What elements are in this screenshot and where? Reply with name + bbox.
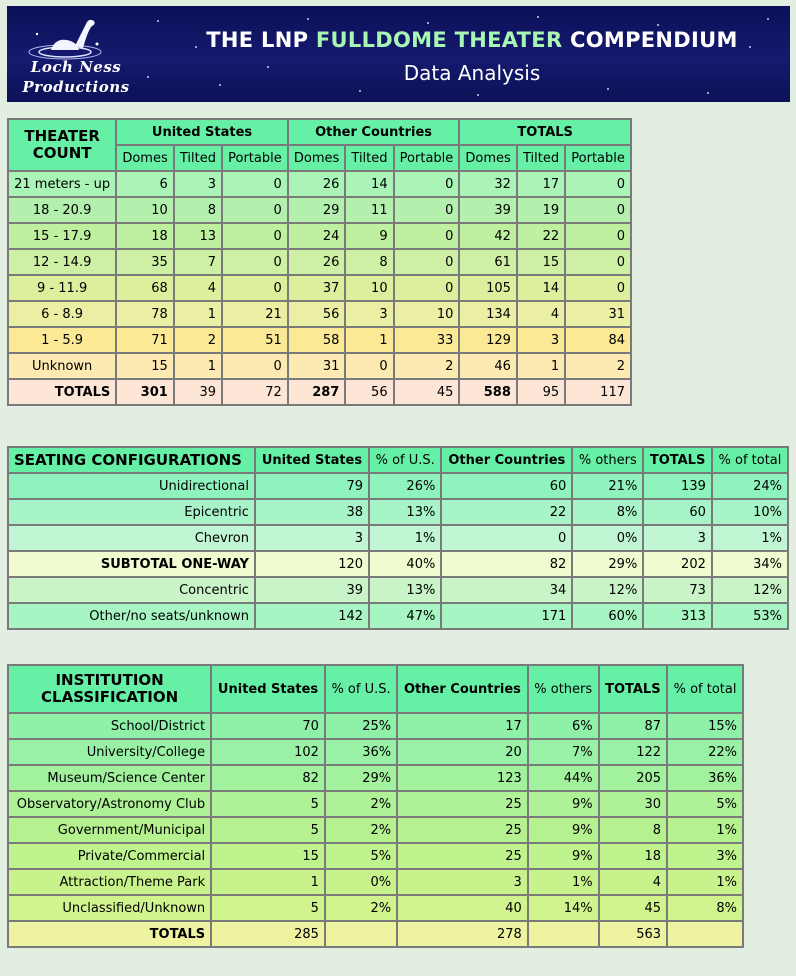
cell-value: 79 bbox=[256, 474, 368, 498]
cell-value: 285 bbox=[212, 922, 324, 946]
table-row bbox=[9, 604, 787, 628]
star-dot bbox=[607, 88, 609, 90]
cell-value: 0 bbox=[223, 276, 287, 300]
cell-value: 25 bbox=[398, 792, 527, 816]
cell-value: 287 bbox=[289, 380, 345, 404]
row-label: Unknown bbox=[9, 354, 115, 378]
cell-value: 0 bbox=[566, 250, 630, 274]
cell-value: 22 bbox=[518, 224, 564, 248]
cell-value: 15% bbox=[668, 714, 742, 738]
cell-value: 0 bbox=[395, 198, 459, 222]
cell-value: 26 bbox=[289, 172, 345, 196]
row-label: Unclassified/Unknown bbox=[9, 896, 210, 920]
cell-value: 8 bbox=[600, 818, 666, 842]
cell-value: 45 bbox=[395, 380, 459, 404]
cell-value: 0 bbox=[395, 224, 459, 248]
cell-value: 171 bbox=[442, 604, 571, 628]
cell-value: 1 bbox=[518, 354, 564, 378]
row-label: 21 meters - up bbox=[9, 172, 115, 196]
subcol-header: Tilted bbox=[518, 146, 564, 170]
cell-value: 10% bbox=[713, 500, 787, 524]
cell-value: 14 bbox=[518, 276, 564, 300]
cell-value: 17 bbox=[518, 172, 564, 196]
cell-value: 3 bbox=[398, 870, 527, 894]
table-row bbox=[9, 172, 630, 196]
table-row bbox=[9, 578, 787, 602]
row-label: Chevron bbox=[9, 526, 254, 550]
star-dot bbox=[157, 20, 159, 22]
cell-value: 30 bbox=[600, 792, 666, 816]
cell-value: 9% bbox=[529, 792, 598, 816]
cell-value: 53% bbox=[713, 604, 787, 628]
cell-value: 1 bbox=[212, 870, 324, 894]
cell-value: 4 bbox=[600, 870, 666, 894]
subcol-header: Portable bbox=[395, 146, 459, 170]
row-label: Concentric bbox=[9, 578, 254, 602]
cell-value: 2% bbox=[326, 792, 396, 816]
nessie-icon bbox=[17, 16, 135, 60]
theater-count-title: THEATER COUNT bbox=[9, 120, 115, 170]
cell-value: 0 bbox=[395, 172, 459, 196]
cell-value: 0 bbox=[566, 198, 630, 222]
cell-value: 18 bbox=[117, 224, 173, 248]
cell-value: 35 bbox=[117, 250, 173, 274]
title-part2: COMPENDIUM bbox=[562, 28, 738, 52]
cell-value: 82 bbox=[212, 766, 324, 790]
cell-value: 7 bbox=[175, 250, 221, 274]
row-label: 15 - 17.9 bbox=[9, 224, 115, 248]
cell-value: 1% bbox=[370, 526, 440, 550]
table-row bbox=[9, 870, 742, 894]
cell-value: 46 bbox=[460, 354, 516, 378]
row-label: 6 - 8.9 bbox=[9, 302, 115, 326]
table-row bbox=[9, 474, 787, 498]
cell-value: 38 bbox=[256, 500, 368, 524]
cell-value: 2 bbox=[566, 354, 630, 378]
cell-value: 0 bbox=[223, 354, 287, 378]
cell-value: 1% bbox=[668, 870, 742, 894]
row-label: 18 - 20.9 bbox=[9, 198, 115, 222]
cell-value: 15 bbox=[518, 250, 564, 274]
column-header: % of U.S. bbox=[370, 448, 440, 472]
table-row bbox=[9, 552, 787, 576]
seating-title: SEATING CONFIGURATIONS bbox=[9, 448, 254, 472]
cell-value: 44% bbox=[529, 766, 598, 790]
column-header: Other Countries bbox=[442, 448, 571, 472]
cell-value: 34% bbox=[713, 552, 787, 576]
column-header: % others bbox=[573, 448, 642, 472]
cell-value: 4 bbox=[175, 276, 221, 300]
institution-classification-table bbox=[7, 664, 744, 948]
cell-value: 9% bbox=[529, 818, 598, 842]
cell-value: 1% bbox=[529, 870, 598, 894]
cell-value: 0 bbox=[566, 276, 630, 300]
cell-value: 0 bbox=[223, 198, 287, 222]
cell-value: 36% bbox=[326, 740, 396, 764]
star-dot bbox=[147, 76, 149, 78]
star-dot bbox=[707, 92, 709, 94]
subcol-header: Portable bbox=[566, 146, 630, 170]
group-header-totals: TOTALS bbox=[460, 120, 630, 144]
cell-value bbox=[326, 922, 396, 946]
cell-value: 122 bbox=[600, 740, 666, 764]
column-header: % others bbox=[529, 666, 598, 712]
cell-value: 0 bbox=[566, 224, 630, 248]
table-row bbox=[9, 250, 630, 274]
cell-value: 14% bbox=[529, 896, 598, 920]
cell-value: 31 bbox=[566, 302, 630, 326]
cell-value: 5 bbox=[212, 818, 324, 842]
cell-value: 70 bbox=[212, 714, 324, 738]
cell-value: 39 bbox=[175, 380, 221, 404]
cell-value: 0 bbox=[223, 250, 287, 274]
cell-value: 1% bbox=[713, 526, 787, 550]
cell-value: 0 bbox=[346, 354, 392, 378]
table-row bbox=[9, 354, 630, 378]
institution-title: INSTITUTION CLASSIFICATION bbox=[9, 666, 210, 712]
cell-value: 1 bbox=[346, 328, 392, 352]
cell-value: 9% bbox=[529, 844, 598, 868]
cell-value: 29% bbox=[326, 766, 396, 790]
cell-value: 68 bbox=[117, 276, 173, 300]
table-row bbox=[9, 740, 742, 764]
cell-value: 0 bbox=[395, 250, 459, 274]
row-label: Attraction/Theme Park bbox=[9, 870, 210, 894]
cell-value: 13% bbox=[370, 500, 440, 524]
cell-value: 2 bbox=[395, 354, 459, 378]
cell-value: 5% bbox=[326, 844, 396, 868]
table-row bbox=[9, 714, 742, 738]
star-dot bbox=[537, 16, 539, 18]
row-label: School/District bbox=[9, 714, 210, 738]
cell-value: 117 bbox=[566, 380, 630, 404]
row-label: TOTALS bbox=[9, 380, 115, 404]
theater-count-table bbox=[7, 118, 632, 406]
cell-value: 3 bbox=[518, 328, 564, 352]
cell-value: 2% bbox=[326, 818, 396, 842]
cell-value: 278 bbox=[398, 922, 527, 946]
cell-value: 120 bbox=[256, 552, 368, 576]
cell-value: 29 bbox=[289, 198, 345, 222]
table-row bbox=[9, 224, 630, 248]
cell-value: 10 bbox=[395, 302, 459, 326]
cell-value: 0 bbox=[442, 526, 571, 550]
star-dot bbox=[359, 90, 361, 92]
cell-value: 13 bbox=[175, 224, 221, 248]
cell-value: 313 bbox=[644, 604, 711, 628]
cell-value: 18 bbox=[600, 844, 666, 868]
cell-value: 3 bbox=[644, 526, 711, 550]
star-dot bbox=[657, 24, 659, 26]
column-header: % of U.S. bbox=[326, 666, 396, 712]
cell-value: 6% bbox=[529, 714, 598, 738]
cell-value: 40 bbox=[398, 896, 527, 920]
row-label: Other/no seats/unknown bbox=[9, 604, 254, 628]
row-label: Museum/Science Center bbox=[9, 766, 210, 790]
cell-value: 588 bbox=[460, 380, 516, 404]
cell-value: 82 bbox=[442, 552, 571, 576]
star-dot bbox=[767, 18, 769, 20]
cell-value: 20 bbox=[398, 740, 527, 764]
cell-value: 3 bbox=[256, 526, 368, 550]
cell-value: 22 bbox=[442, 500, 571, 524]
cell-value: 51 bbox=[223, 328, 287, 352]
cell-value: 78 bbox=[117, 302, 173, 326]
cell-value: 0 bbox=[223, 172, 287, 196]
cell-value: 1 bbox=[175, 302, 221, 326]
loch-ness-logo[interactable] bbox=[17, 16, 135, 98]
cell-value: 56 bbox=[346, 380, 392, 404]
cell-value: 42 bbox=[460, 224, 516, 248]
cell-value: 61 bbox=[460, 250, 516, 274]
table-row bbox=[9, 526, 787, 550]
title-part1: THE LNP bbox=[206, 28, 316, 52]
row-label: Government/Municipal bbox=[9, 818, 210, 842]
column-header: United States bbox=[212, 666, 324, 712]
table-row bbox=[9, 380, 630, 404]
cell-value: 24 bbox=[289, 224, 345, 248]
table-row bbox=[9, 276, 630, 300]
cell-value: 3 bbox=[346, 302, 392, 326]
cell-value: 25 bbox=[398, 818, 527, 842]
cell-value: 3% bbox=[668, 844, 742, 868]
cell-value: 21 bbox=[223, 302, 287, 326]
table-row bbox=[9, 328, 630, 352]
group-header-us: United States bbox=[117, 120, 287, 144]
row-label: Private/Commercial bbox=[9, 844, 210, 868]
cell-value: 56 bbox=[289, 302, 345, 326]
cell-value: 8% bbox=[668, 896, 742, 920]
row-label: University/College bbox=[9, 740, 210, 764]
cell-value: 32 bbox=[460, 172, 516, 196]
column-header: % of total bbox=[713, 448, 787, 472]
cell-value: 14 bbox=[346, 172, 392, 196]
logo-text-line2: Productions bbox=[22, 78, 130, 96]
cell-value: 8% bbox=[573, 500, 642, 524]
cell-value: 10 bbox=[117, 198, 173, 222]
cell-value: 87 bbox=[600, 714, 666, 738]
cell-value: 102 bbox=[212, 740, 324, 764]
cell-value: 123 bbox=[398, 766, 527, 790]
cell-value: 0 bbox=[223, 224, 287, 248]
cell-value: 19 bbox=[518, 198, 564, 222]
cell-value: 15 bbox=[212, 844, 324, 868]
cell-value: 26 bbox=[289, 250, 345, 274]
cell-value: 31 bbox=[289, 354, 345, 378]
table-row bbox=[9, 922, 742, 946]
page-banner bbox=[7, 6, 790, 102]
cell-value bbox=[668, 922, 742, 946]
row-label: SUBTOTAL ONE-WAY bbox=[9, 552, 254, 576]
cell-value: 5% bbox=[668, 792, 742, 816]
cell-value: 1 bbox=[175, 354, 221, 378]
seating-configurations-table bbox=[7, 446, 789, 630]
subcol-header: Tilted bbox=[346, 146, 392, 170]
cell-value: 0% bbox=[326, 870, 396, 894]
cell-value: 39 bbox=[460, 198, 516, 222]
cell-value: 2 bbox=[175, 328, 221, 352]
cell-value: 37 bbox=[289, 276, 345, 300]
cell-value: 129 bbox=[460, 328, 516, 352]
table-row bbox=[9, 792, 742, 816]
cell-value: 202 bbox=[644, 552, 711, 576]
cell-value: 0 bbox=[566, 172, 630, 196]
cell-value: 13% bbox=[370, 578, 440, 602]
cell-value: 25% bbox=[326, 714, 396, 738]
cell-value: 34 bbox=[442, 578, 571, 602]
cell-value: 60% bbox=[573, 604, 642, 628]
cell-value: 22% bbox=[668, 740, 742, 764]
column-header: TOTALS bbox=[644, 448, 711, 472]
cell-value: 12% bbox=[713, 578, 787, 602]
cell-value: 142 bbox=[256, 604, 368, 628]
row-label: TOTALS bbox=[9, 922, 210, 946]
row-label: Epicentric bbox=[9, 500, 254, 524]
cell-value: 2% bbox=[326, 896, 396, 920]
cell-value: 60 bbox=[442, 474, 571, 498]
cell-value: 11 bbox=[346, 198, 392, 222]
cell-value: 8 bbox=[346, 250, 392, 274]
row-label: Observatory/Astronomy Club bbox=[9, 792, 210, 816]
cell-value: 26% bbox=[370, 474, 440, 498]
cell-value: 15 bbox=[117, 354, 173, 378]
cell-value: 36% bbox=[668, 766, 742, 790]
cell-value: 40% bbox=[370, 552, 440, 576]
subcol-header: Domes bbox=[460, 146, 516, 170]
row-label: 1 - 5.9 bbox=[9, 328, 115, 352]
cell-value: 5 bbox=[212, 792, 324, 816]
cell-value: 5 bbox=[212, 896, 324, 920]
cell-value: 24% bbox=[713, 474, 787, 498]
cell-value: 9 bbox=[346, 224, 392, 248]
cell-value: 10 bbox=[346, 276, 392, 300]
cell-value: 47% bbox=[370, 604, 440, 628]
title-highlight: FULLDOME THEATER bbox=[315, 28, 563, 52]
cell-value: 563 bbox=[600, 922, 666, 946]
table-row bbox=[9, 844, 742, 868]
cell-value: 12% bbox=[573, 578, 642, 602]
subcol-header: Domes bbox=[117, 146, 173, 170]
table-row bbox=[9, 818, 742, 842]
cell-value: 205 bbox=[600, 766, 666, 790]
cell-value: 134 bbox=[460, 302, 516, 326]
cell-value: 60 bbox=[644, 500, 711, 524]
cell-value: 0% bbox=[573, 526, 642, 550]
column-header: Other Countries bbox=[398, 666, 527, 712]
cell-value: 29% bbox=[573, 552, 642, 576]
table-row bbox=[9, 896, 742, 920]
row-label: 12 - 14.9 bbox=[9, 250, 115, 274]
row-label: 9 - 11.9 bbox=[9, 276, 115, 300]
cell-value: 25 bbox=[398, 844, 527, 868]
cell-value: 72 bbox=[223, 380, 287, 404]
cell-value: 58 bbox=[289, 328, 345, 352]
page-subtitle: Data Analysis bbox=[403, 61, 541, 85]
column-header: % of total bbox=[668, 666, 742, 712]
cell-value: 3 bbox=[175, 172, 221, 196]
cell-value: 7% bbox=[529, 740, 598, 764]
subcol-header: Tilted bbox=[175, 146, 221, 170]
star-dot bbox=[427, 22, 429, 24]
table-row bbox=[9, 302, 630, 326]
cell-value: 39 bbox=[256, 578, 368, 602]
row-label: Unidirectional bbox=[9, 474, 254, 498]
cell-value: 6 bbox=[117, 172, 173, 196]
subcol-header: Portable bbox=[223, 146, 287, 170]
page-title bbox=[167, 28, 777, 52]
cell-value bbox=[529, 922, 598, 946]
cell-value: 45 bbox=[600, 896, 666, 920]
cell-value: 4 bbox=[518, 302, 564, 326]
cell-value: 105 bbox=[460, 276, 516, 300]
logo-text-line1: Loch Ness bbox=[30, 58, 122, 76]
cell-value: 33 bbox=[395, 328, 459, 352]
group-header-other: Other Countries bbox=[289, 120, 459, 144]
table-row bbox=[9, 500, 787, 524]
cell-value: 21% bbox=[573, 474, 642, 498]
table-row bbox=[9, 766, 742, 790]
star-dot bbox=[477, 94, 479, 96]
cell-value: 0 bbox=[395, 276, 459, 300]
cell-value: 17 bbox=[398, 714, 527, 738]
cell-value: 1% bbox=[668, 818, 742, 842]
subcol-header: Domes bbox=[289, 146, 345, 170]
cell-value: 84 bbox=[566, 328, 630, 352]
column-header: TOTALS bbox=[600, 666, 666, 712]
star-dot bbox=[307, 18, 309, 20]
cell-value: 73 bbox=[644, 578, 711, 602]
cell-value: 71 bbox=[117, 328, 173, 352]
cell-value: 8 bbox=[175, 198, 221, 222]
table-row bbox=[9, 198, 630, 222]
cell-value: 139 bbox=[644, 474, 711, 498]
cell-value: 95 bbox=[518, 380, 564, 404]
column-header: United States bbox=[256, 448, 368, 472]
cell-value: 301 bbox=[117, 380, 173, 404]
